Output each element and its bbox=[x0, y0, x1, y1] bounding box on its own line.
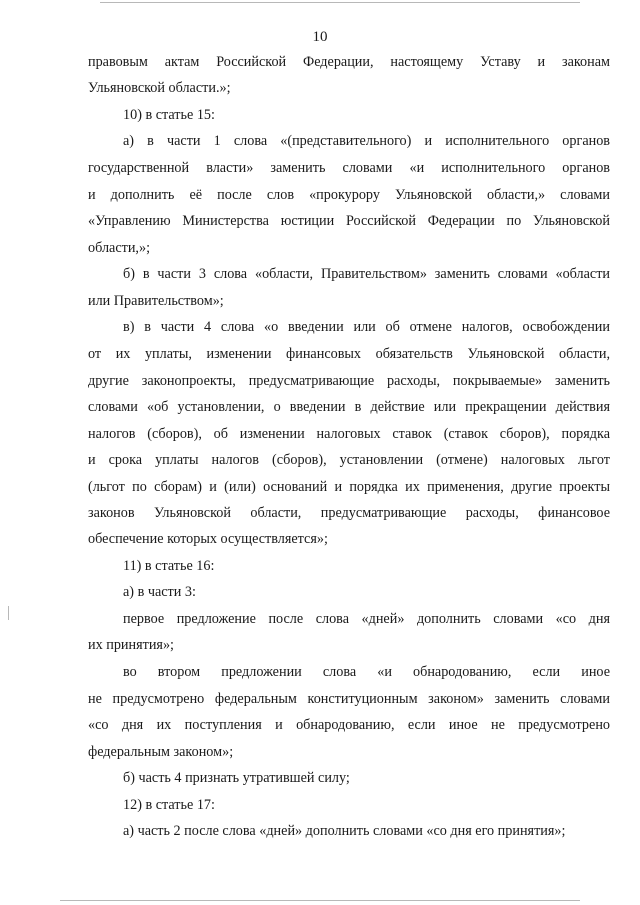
text-line: государственной власти» заменить словами «и исполнительного органов bbox=[88, 160, 610, 176]
text-line: и дополнить её после слов «прокурору Ульяновской области,» словами bbox=[88, 187, 610, 203]
text-line: в) в части 4 слова «о введении или об отмене налогов, освобождении bbox=[123, 319, 610, 335]
text-line: федеральным законом»; bbox=[88, 744, 234, 760]
text-line: области,»; bbox=[88, 240, 151, 256]
text-line: Ульяновской области.»; bbox=[88, 80, 231, 96]
text-line: не предусмотрено федеральным конституционным законом» заменить словами bbox=[88, 691, 610, 707]
text-line: правовым актам Российской Федерации, настоящему Уставу и законам bbox=[88, 54, 610, 70]
text-line: обеспечение которых осуществляется»; bbox=[88, 531, 328, 547]
text-line: или Правительством»; bbox=[88, 293, 224, 309]
text-line: а) в части 3: bbox=[123, 584, 196, 600]
text-line: словами «об установлении, о введении в действие или прекращении действия bbox=[88, 399, 610, 415]
scan-artifact-bottom bbox=[60, 900, 580, 901]
text-line: от их уплаты, изменении финансовых обязательств Ульяновской области, bbox=[88, 346, 610, 362]
text-line: и срока уплаты налогов (сборов), установлении (отмене) налоговых льгот bbox=[88, 452, 610, 468]
text-line: «со дня их поступления и обнародованию, если иное не предусмотрено bbox=[88, 717, 610, 733]
text-line: б) часть 4 признать утратившей силу; bbox=[123, 770, 350, 786]
text-line: 10) в статье 15: bbox=[123, 107, 215, 123]
text-line: а) в части 1 слова «(представительного) и исполнительного органов bbox=[123, 133, 610, 149]
text-line: налогов (сборов), об изменении налоговых ставок (ставок сборов), порядка bbox=[88, 426, 610, 442]
text-line: а) часть 2 после слова «дней» дополнить словами «со дня его принятия»; bbox=[123, 823, 566, 839]
text-line: первое предложение после слова «дней» дополнить словами «со дня bbox=[123, 611, 610, 627]
text-line: (льгот по сборам) и (или) оснований и порядка их применения, другие проекты bbox=[88, 479, 610, 495]
text-line: «Управлению Министерства юстиции Российской Федерации по Ульяновской bbox=[88, 213, 610, 229]
text-line: их принятия»; bbox=[88, 637, 174, 653]
text-line: 11) в статье 16: bbox=[123, 558, 215, 574]
text-line: законов Ульяновской области, предусматривающие расходы, финансовое bbox=[88, 505, 610, 521]
text-line: б) в части 3 слова «области, Правительством» заменить словами «области bbox=[123, 266, 610, 282]
text-line: 12) в статье 17: bbox=[123, 797, 215, 813]
text-line: во втором предложении слова «и обнародованию, если иное bbox=[123, 664, 610, 680]
page-number: 10 bbox=[312, 29, 328, 45]
text-line: другие законопроекты, предусматривающие расходы, покрываемые» заменить bbox=[88, 373, 610, 389]
scan-artifact-top bbox=[100, 2, 580, 3]
scan-artifact-left bbox=[8, 606, 9, 620]
